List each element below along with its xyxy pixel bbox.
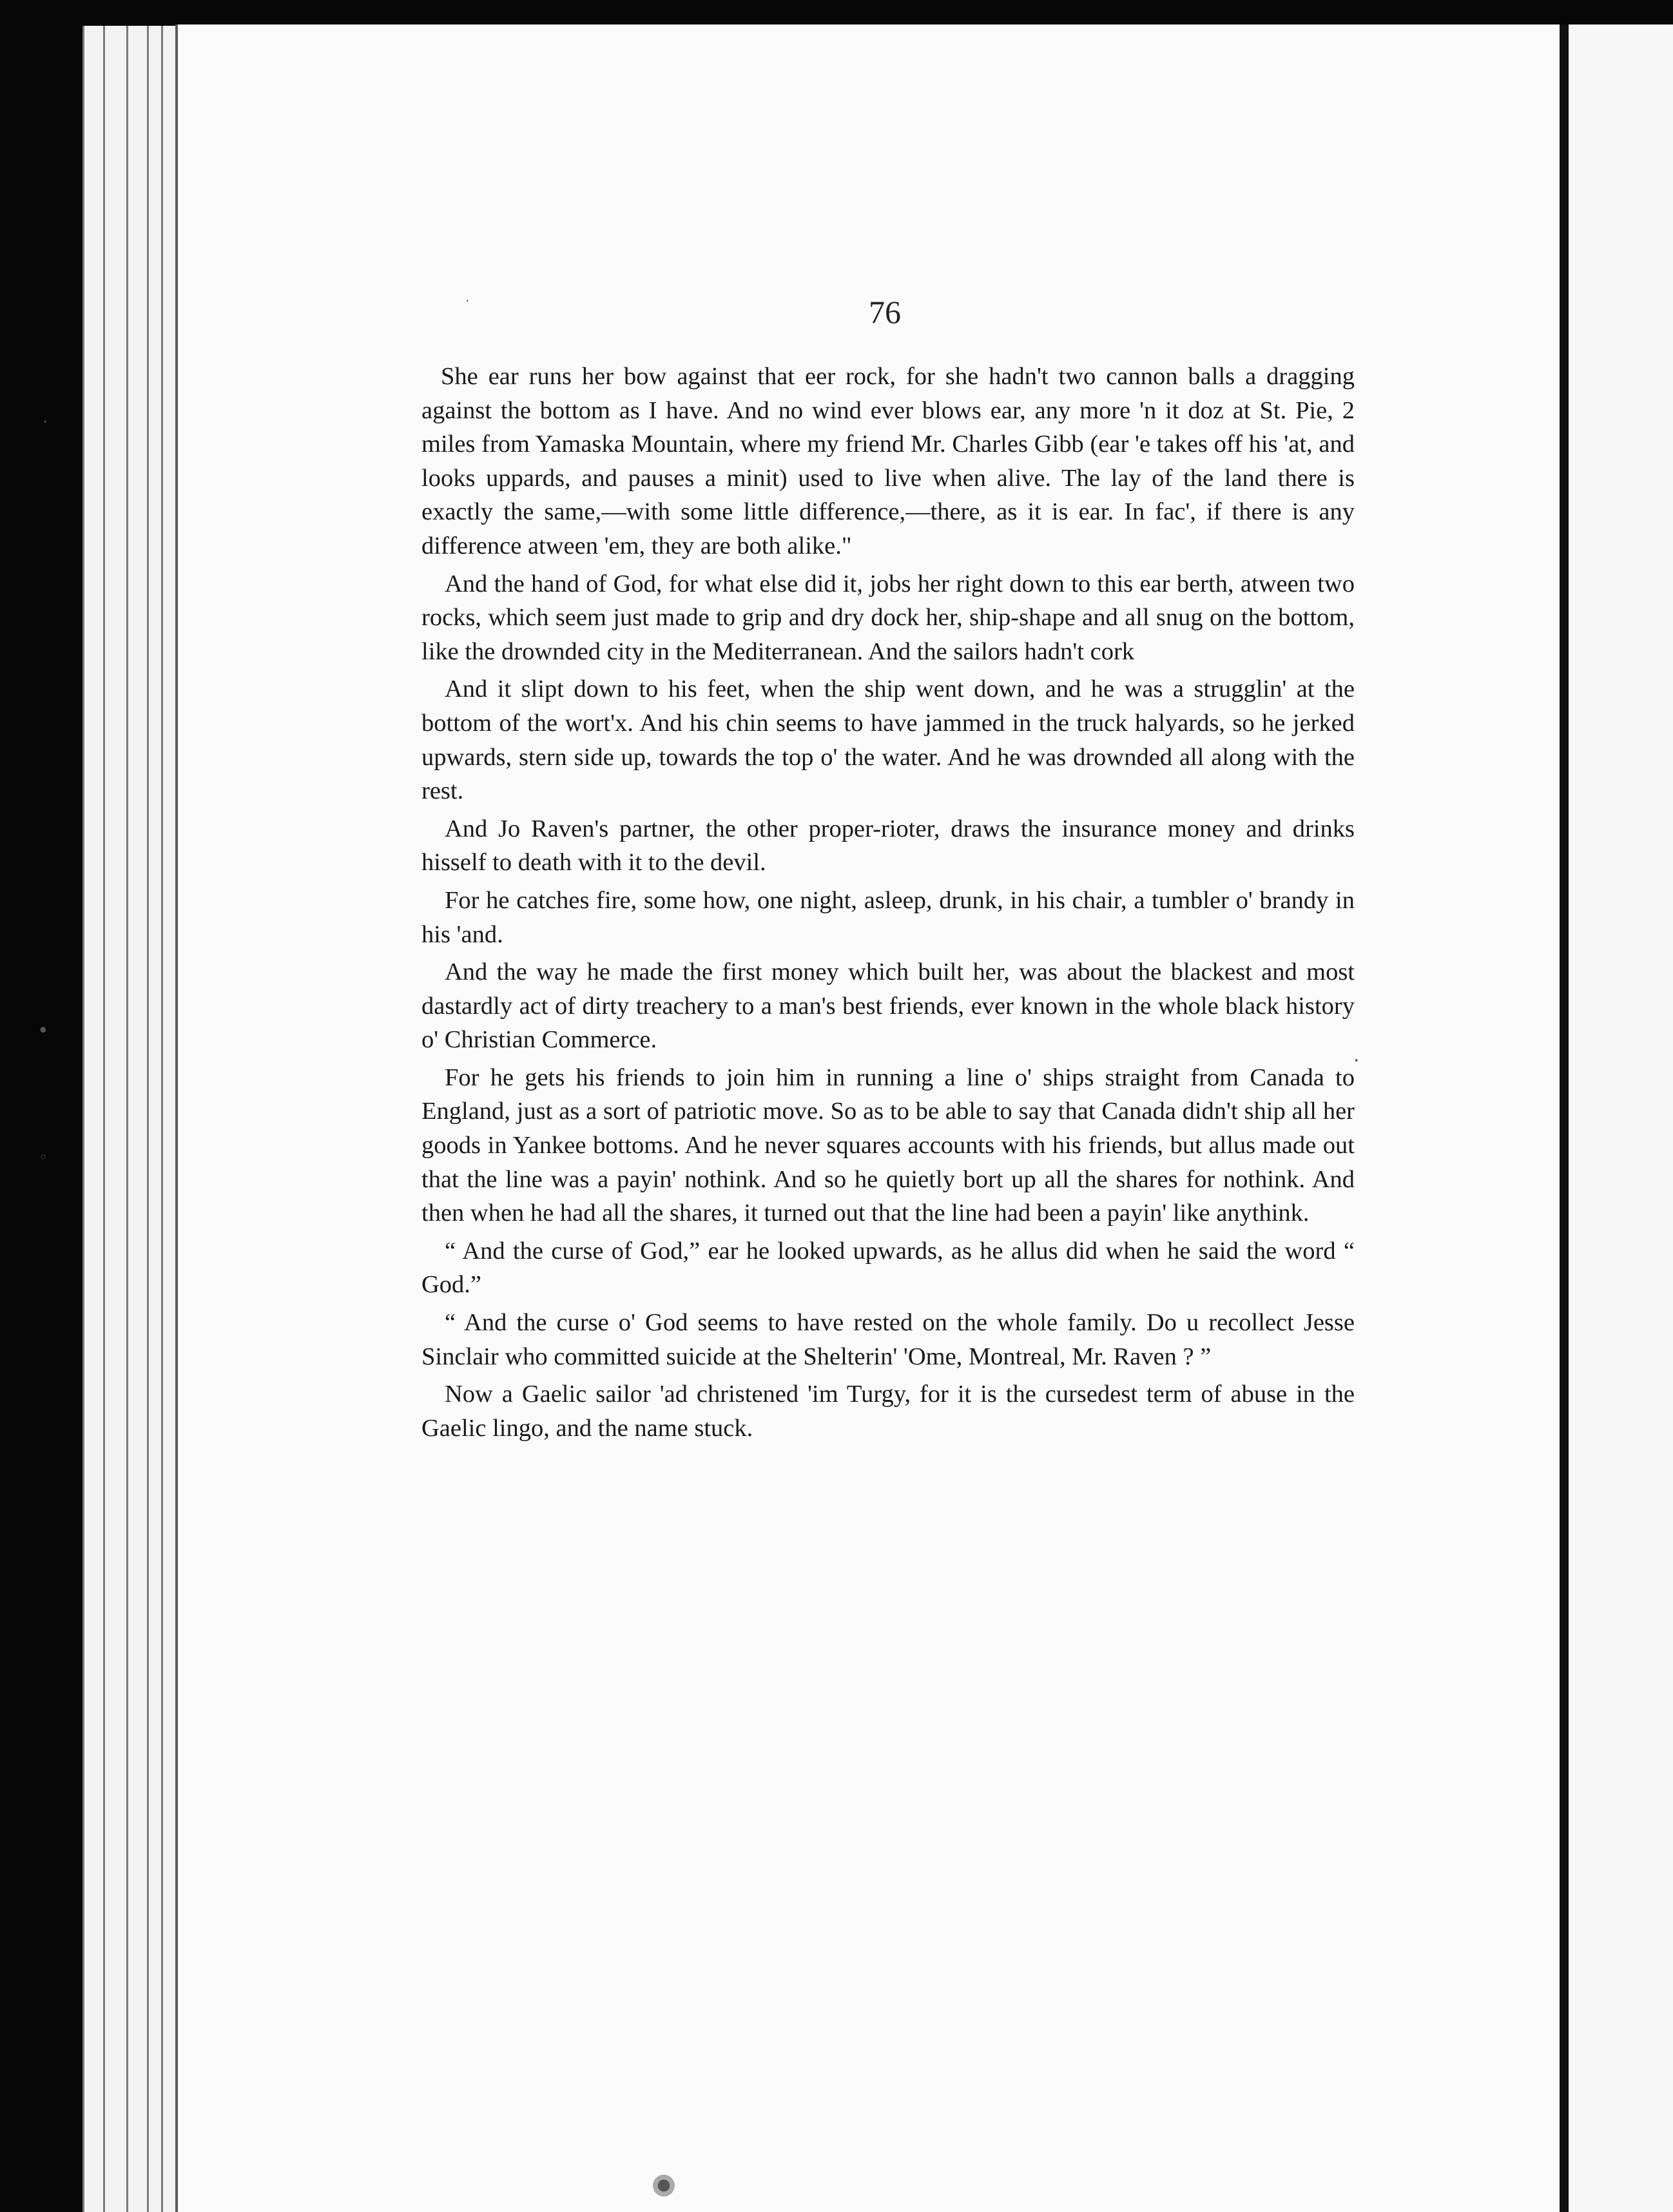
margin-speck: · (43, 412, 48, 432)
body-text (421, 360, 1355, 1449)
margin-speck: ◦ (39, 1149, 48, 1167)
paragraph: “ And the curse o' God seems to have rested on the whole family. Do u recollect Jesse Sinclair who committed suicide at the Shelterin' 'Ome, Montreal, Mr. Raven ? ” (421, 1309, 1355, 1370)
paragraph: For he catches fire, some how, one night, asleep, drunk, in his chair, a tumbler o' brandy in his 'and. (421, 886, 1355, 948)
margin-speck: • (37, 1020, 49, 1042)
paragraph: And Jo Raven's partner, the other proper-rioter, draws the insurance money and drinks hisself to death with it to the devil. (421, 815, 1355, 877)
paragraph: And the way he made the first money which built her, was about the blackest and most dastardly act of dirty treachery to a man's best friends, ever known in the whole black history o' Christian Commerce. (421, 958, 1355, 1054)
margin-speck: . (1353, 1044, 1360, 1067)
paragraph: “ And the curse of God,” ear he looked upwards, as he allus did when he said the word “ God.” (421, 1237, 1355, 1299)
paragraph: She ear runs her bow against that eer rock, for she hadn't two cannon balls a dragging against the bottom as I have. And no wind ever blows ear, any more 'n it doz at St. Pie, 2 miles from Yamaska Mountain, where my friend Mr. Charles Gibb (ear 'e takes off his 'at, and looks uppards, and pauses a minit) used to live when alive. The lay of the land there is exactly the same,—with some little difference,—there, as it is ear. In fac', if there is any difference atween 'em, they are both alike." (421, 363, 1355, 559)
paragraph: And the hand of God, for what else did it, jobs her right down to this ear berth, atween two rocks, which seem just made to grip and dry dock her, ship-shape and all snug on the bottom, like the drownded city in the Mediterranean. And the sailors hadn't cork (421, 570, 1355, 665)
page-number: 76 (869, 294, 901, 330)
paragraph: Now a Gaelic sailor 'ad christened 'im Turgy, for it is the cursedest term of abuse in the Gaelic lingo, and the name stuck. (421, 1381, 1355, 1442)
paragraph: And it slipt down to his feet, when the ship went down, and he was a strugglin' at the bottom of the wort'x. And his chin seems to have jammed in the truck halyards, so he jerked upwards, stern side up, towards the top o' the water. And he was drownded all along with the rest. (421, 675, 1355, 805)
next-page-edge (1569, 24, 1673, 2212)
book-gutter (1560, 24, 1569, 2212)
paragraph: For he gets his friends to join him in running a line o' ships straight from Canada to England, just as a sort of patriotic move. So as to be able to say that Canada didn't ship all her goods in Yankee bottoms. And he never squares accounts with his friends, but allus made out that the line was a payin' nothink. And so he quietly bort up all the shares for nothink. And then when he had all the shares, it turned out that the line had been a payin' like anythink. (421, 1063, 1355, 1227)
margin-speck: · (465, 293, 470, 309)
printer-ornament (651, 2171, 677, 2200)
